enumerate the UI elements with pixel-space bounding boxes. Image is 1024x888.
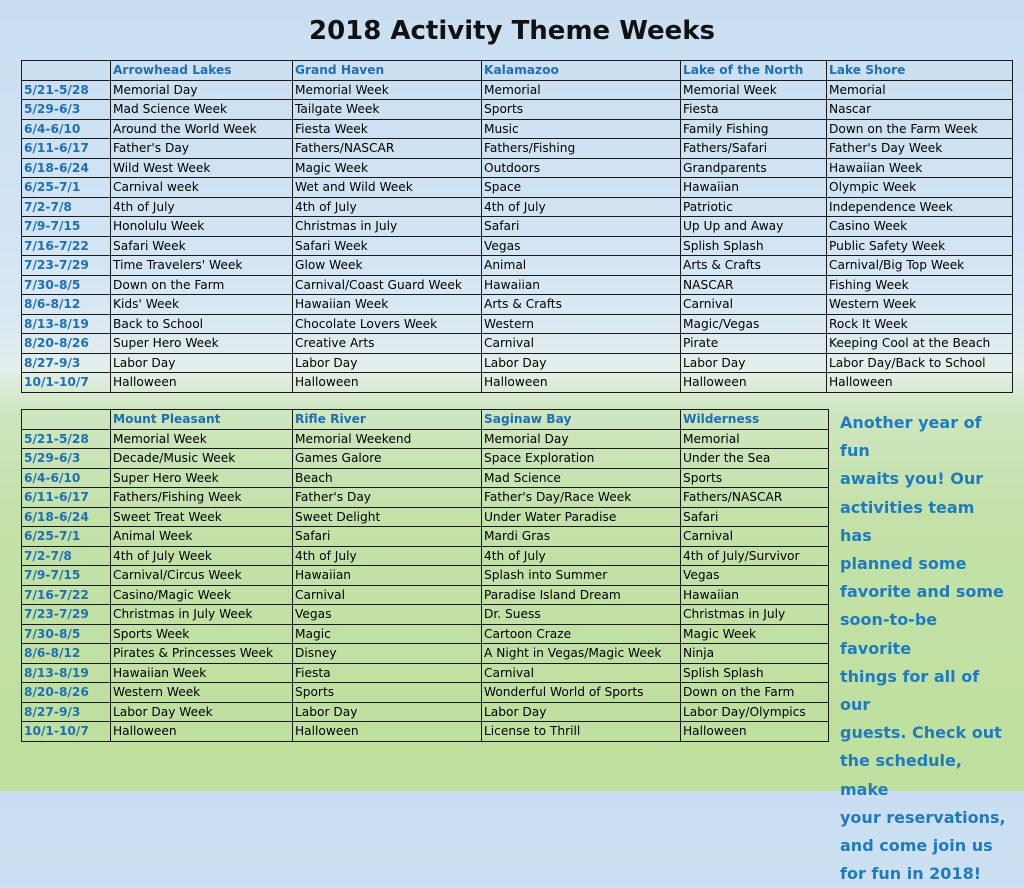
theme-cell: A Night in Vegas/Magic Week xyxy=(482,644,681,664)
theme-cell: Halloween xyxy=(293,373,482,393)
theme-cell: Labor Day xyxy=(293,702,482,722)
theme-cell: Disney xyxy=(293,644,482,664)
theme-cell: Down on the Farm xyxy=(111,275,293,295)
theme-cell: Halloween xyxy=(482,373,681,393)
theme-cell: Magic xyxy=(293,624,482,644)
table-row xyxy=(22,624,829,644)
theme-cell: Magic Week xyxy=(681,624,829,644)
theme-cell: Mad Science xyxy=(482,468,681,488)
promo-line: guests. Check out xyxy=(840,723,1002,743)
theme-cell: Fiesta xyxy=(293,663,482,683)
theme-cell: Hawaiian xyxy=(482,275,681,295)
week-date: 6/11-6/17 xyxy=(22,488,111,508)
week-date: 6/11-6/17 xyxy=(22,139,111,159)
theme-cell: Dr. Suess xyxy=(482,605,681,625)
theme-cell: 4th of July xyxy=(293,546,482,566)
week-date: 5/21-5/28 xyxy=(22,80,111,100)
week-date: 6/4-6/10 xyxy=(22,119,111,139)
theme-cell: Safari xyxy=(293,527,482,547)
theme-cell: Games Galore xyxy=(293,449,482,469)
theme-cell: Carnival xyxy=(681,527,829,547)
theme-cell: Carnival/Coast Guard Week xyxy=(293,275,482,295)
theme-cell: Carnival xyxy=(482,334,681,354)
theme-cell: Fiesta xyxy=(681,100,827,120)
promo-message xyxy=(840,409,1010,888)
theme-cell: Casino/Magic Week xyxy=(111,585,293,605)
table-row xyxy=(22,158,1013,178)
theme-cell: Carnival week xyxy=(111,178,293,198)
table-row xyxy=(22,80,1013,100)
theme-cell: Carnival/Big Top Week xyxy=(827,256,1013,276)
location-header: Rifle River xyxy=(293,410,482,430)
location-header: Arrowhead Lakes xyxy=(111,61,293,81)
theme-cell: Ninja xyxy=(681,644,829,664)
theme-cell: Rock It Week xyxy=(827,314,1013,334)
theme-cell: Super Hero Week xyxy=(111,468,293,488)
theme-cell: 4th of July xyxy=(111,197,293,217)
header-row xyxy=(22,410,829,430)
theme-cell: Fishing Week xyxy=(827,275,1013,295)
theme-cell: Sports xyxy=(681,468,829,488)
location-header: Mount Pleasant xyxy=(111,410,293,430)
theme-cell: Sweet Delight xyxy=(293,507,482,527)
table-row xyxy=(22,100,1013,120)
theme-cell: Carnival/Circus Week xyxy=(111,566,293,586)
theme-cell: Paradise Island Dream xyxy=(482,585,681,605)
theme-cell: Hawaiian Week xyxy=(293,295,482,315)
table-row xyxy=(22,178,1013,198)
theme-cell: NASCAR xyxy=(681,275,827,295)
table-row xyxy=(22,683,829,703)
theme-cell: Hawaiian Week xyxy=(827,158,1013,178)
theme-cell: Halloween xyxy=(111,722,293,742)
theme-cell: Memorial Week xyxy=(681,80,827,100)
week-date: 7/30-8/5 xyxy=(22,624,111,644)
theme-cell: Halloween xyxy=(827,373,1013,393)
page-title: 2018 Activity Theme Weeks xyxy=(308,16,716,46)
theme-cell: Nascar xyxy=(827,100,1013,120)
theme-cell: Labor Day Week xyxy=(111,702,293,722)
theme-cell: Animal xyxy=(482,256,681,276)
theme-cell: Magic Week xyxy=(293,158,482,178)
table-row xyxy=(22,275,1013,295)
theme-cell: Christmas in July xyxy=(293,217,482,237)
week-date: 8/6-8/12 xyxy=(22,295,111,315)
theme-cell: Carnival xyxy=(293,585,482,605)
theme-cell: Mardi Gras xyxy=(482,527,681,547)
week-date: 8/20-8/26 xyxy=(22,683,111,703)
location-header: Lake Shore xyxy=(827,61,1013,81)
promo-line: Another year of fun xyxy=(840,413,982,461)
week-date: 5/29-6/3 xyxy=(22,100,111,120)
theme-cell: Labor Day/Olympics xyxy=(681,702,829,722)
theme-cell: Fathers/NASCAR xyxy=(293,139,482,159)
theme-cell: Halloween xyxy=(681,373,827,393)
week-date: 8/27-9/3 xyxy=(22,353,111,373)
theme-cell: Safari Week xyxy=(293,236,482,256)
theme-cell: Arts & Crafts xyxy=(482,295,681,315)
theme-cell: Sports Week xyxy=(111,624,293,644)
week-date: 6/25-7/1 xyxy=(22,178,111,198)
theme-cell: 4th of July/Survivor xyxy=(681,546,829,566)
week-date: 6/4-6/10 xyxy=(22,468,111,488)
promo-line: the schedule, make xyxy=(840,751,962,799)
promo-line: awaits you! Our xyxy=(840,469,984,489)
theme-cell: Independence Week xyxy=(827,197,1013,217)
theme-cell: Wet and Wild Week xyxy=(293,178,482,198)
theme-cell: Under Water Paradise xyxy=(482,507,681,527)
theme-cell: Tailgate Week xyxy=(293,100,482,120)
table-row xyxy=(22,663,829,683)
theme-cell: Memorial xyxy=(827,80,1013,100)
theme-cell: License to Thrill xyxy=(482,722,681,742)
table-row xyxy=(22,546,829,566)
table-row xyxy=(22,429,829,449)
theme-cell: Under the Sea xyxy=(681,449,829,469)
location-header: Grand Haven xyxy=(293,61,482,81)
week-date: 8/27-9/3 xyxy=(22,702,111,722)
theme-cell: Vegas xyxy=(293,605,482,625)
table-row xyxy=(22,605,829,625)
theme-cell: Labor Day xyxy=(681,353,827,373)
theme-cell: Magic/Vegas xyxy=(681,314,827,334)
theme-cell: Labor Day xyxy=(111,353,293,373)
theme-cell: Down on the Farm Week xyxy=(827,119,1013,139)
week-date: 8/20-8/26 xyxy=(22,334,111,354)
theme-cell: Safari xyxy=(482,217,681,237)
promo-line: activities team has xyxy=(840,497,975,545)
theme-cell: Chocolate Lovers Week xyxy=(293,314,482,334)
location-header: Lake of the North xyxy=(681,61,827,81)
theme-cell: Olympic Week xyxy=(827,178,1013,198)
week-date: 7/23-7/29 xyxy=(22,256,111,276)
theme-cell: Father's Day xyxy=(293,488,482,508)
theme-cell: Vegas xyxy=(482,236,681,256)
theme-cell: Memorial Day xyxy=(111,80,293,100)
theme-cell: Splish Splash xyxy=(681,663,829,683)
table-row xyxy=(22,353,1013,373)
theme-cell: Kids' Week xyxy=(111,295,293,315)
theme-cell: Sweet Treat Week xyxy=(111,507,293,527)
theme-cell: Hawaiian xyxy=(681,585,829,605)
theme-cell: Labor Day/Back to School xyxy=(827,353,1013,373)
theme-cell: Carnival xyxy=(482,663,681,683)
theme-cell: Carnival xyxy=(681,295,827,315)
table-row xyxy=(22,334,1013,354)
theme-cell: Hawaiian xyxy=(293,566,482,586)
theme-cell: Grandparents xyxy=(681,158,827,178)
table-row xyxy=(22,295,1013,315)
theme-cell: 4th of July xyxy=(482,197,681,217)
promo-line: planned some xyxy=(840,554,967,574)
promo-line: things for all of our xyxy=(840,666,980,715)
week-date: 7/9-7/15 xyxy=(22,217,111,237)
theme-cell: Western Week xyxy=(111,683,293,703)
week-date: 8/6-8/12 xyxy=(22,644,111,664)
theme-cell: Labor Day xyxy=(293,353,482,373)
theme-cell: Halloween xyxy=(111,373,293,393)
theme-cell: Western Week xyxy=(827,295,1013,315)
theme-table-north xyxy=(21,60,1013,393)
theme-cell: Glow Week xyxy=(293,256,482,276)
week-date: 8/13-8/19 xyxy=(22,314,111,334)
theme-cell: Cartoon Craze xyxy=(482,624,681,644)
theme-cell: Down on the Farm xyxy=(681,683,829,703)
theme-cell: Wonderful World of Sports xyxy=(482,683,681,703)
theme-cell: Halloween xyxy=(681,722,829,742)
table-row xyxy=(22,256,1013,276)
theme-cell: Decade/Music Week xyxy=(111,449,293,469)
table-row xyxy=(22,507,829,527)
theme-cell: Time Travelers' Week xyxy=(111,256,293,276)
week-date: 7/2-7/8 xyxy=(22,197,111,217)
theme-cell: Sports xyxy=(482,100,681,120)
theme-cell: Memorial xyxy=(482,80,681,100)
theme-table-south xyxy=(21,409,829,742)
theme-cell: Space xyxy=(482,178,681,198)
theme-cell: Wild West Week xyxy=(111,158,293,178)
table-row xyxy=(22,373,1013,393)
theme-cell: Pirates & Princesses Week xyxy=(111,644,293,664)
theme-cell: Animal Week xyxy=(111,527,293,547)
theme-cell: 4th of July Week xyxy=(111,546,293,566)
theme-cell: Father's Day/Race Week xyxy=(482,488,681,508)
theme-cell: Memorial xyxy=(681,429,829,449)
table-row xyxy=(22,566,829,586)
theme-cell: Beach xyxy=(293,468,482,488)
promo-line: and come join us xyxy=(840,836,993,856)
theme-cell: Fathers/Fishing xyxy=(482,139,681,159)
theme-cell: Fiesta Week xyxy=(293,119,482,139)
theme-cell: Safari Week xyxy=(111,236,293,256)
theme-cell: Fathers/Safari xyxy=(681,139,827,159)
theme-cell: Fathers/NASCAR xyxy=(681,488,829,508)
theme-cell: Mad Science Week xyxy=(111,100,293,120)
theme-cell: Hawaiian Week xyxy=(111,663,293,683)
theme-cell: Patriotic xyxy=(681,197,827,217)
week-date: 10/1-10/7 xyxy=(22,373,111,393)
table-row xyxy=(22,119,1013,139)
header-corner xyxy=(22,61,111,81)
theme-cell: Christmas in July Week xyxy=(111,605,293,625)
table-row xyxy=(22,314,1013,334)
table-row xyxy=(22,488,829,508)
location-header: Kalamazoo xyxy=(482,61,681,81)
table-row xyxy=(22,449,829,469)
theme-cell: Around the World Week xyxy=(111,119,293,139)
table-row xyxy=(22,236,1013,256)
table-row xyxy=(22,527,829,547)
promo-line: for fun in 2018! xyxy=(840,864,981,884)
theme-cell: Creative Arts xyxy=(293,334,482,354)
table-row xyxy=(22,139,1013,159)
theme-cell: Super Hero Week xyxy=(111,334,293,354)
location-header: Wilderness xyxy=(681,410,829,430)
theme-cell: Memorial Week xyxy=(111,429,293,449)
week-date: 7/23-7/29 xyxy=(22,605,111,625)
week-date: 10/1-10/7 xyxy=(22,722,111,742)
theme-cell: Father's Day Week xyxy=(827,139,1013,159)
theme-cell: Space Exploration xyxy=(482,449,681,469)
theme-cell: Halloween xyxy=(293,722,482,742)
theme-cell: Sports xyxy=(293,683,482,703)
promo-line: your reservations, xyxy=(840,807,1006,827)
week-date: 5/29-6/3 xyxy=(22,449,111,469)
week-date: 8/13-8/19 xyxy=(22,663,111,683)
theme-cell: Father's Day xyxy=(111,139,293,159)
theme-cell: Up Up and Away xyxy=(681,217,827,237)
promo-line: soon-to-be favorite xyxy=(840,610,938,658)
header-corner xyxy=(22,410,111,430)
theme-cell: Western xyxy=(482,314,681,334)
week-date: 6/18-6/24 xyxy=(22,507,111,527)
theme-cell: Memorial Weekend xyxy=(293,429,482,449)
theme-cell: Splash into Summer xyxy=(482,566,681,586)
theme-cell: Labor Day xyxy=(482,353,681,373)
table-row xyxy=(22,217,1013,237)
table-row xyxy=(22,468,829,488)
week-date: 7/30-8/5 xyxy=(22,275,111,295)
theme-cell: Memorial Day xyxy=(482,429,681,449)
theme-cell: Memorial Week xyxy=(293,80,482,100)
table-row xyxy=(22,722,829,742)
theme-cell: Arts & Crafts xyxy=(681,256,827,276)
theme-cell: 4th of July xyxy=(293,197,482,217)
theme-cell: Labor Day xyxy=(482,702,681,722)
theme-cell: Hawaiian xyxy=(681,178,827,198)
theme-cell: Music xyxy=(482,119,681,139)
theme-cell: Back to School xyxy=(111,314,293,334)
theme-cell: Christmas in July xyxy=(681,605,829,625)
theme-cell: Outdoors xyxy=(482,158,681,178)
table-row xyxy=(22,644,829,664)
theme-cell: Pirate xyxy=(681,334,827,354)
week-date: 7/16-7/22 xyxy=(22,585,111,605)
header-row xyxy=(22,61,1013,81)
theme-cell: Safari xyxy=(681,507,829,527)
location-header: Saginaw Bay xyxy=(482,410,681,430)
theme-cell: Fathers/Fishing Week xyxy=(111,488,293,508)
theme-cell: Casino Week xyxy=(827,217,1013,237)
theme-cell: Vegas xyxy=(681,566,829,586)
week-date: 6/18-6/24 xyxy=(22,158,111,178)
table-row xyxy=(22,702,829,722)
table-row xyxy=(22,585,829,605)
theme-cell: Splish Splash xyxy=(681,236,827,256)
week-date: 7/16-7/22 xyxy=(22,236,111,256)
theme-cell: Public Safety Week xyxy=(827,236,1013,256)
table-row xyxy=(22,197,1013,217)
theme-cell: 4th of July xyxy=(482,546,681,566)
theme-cell: Family Fishing xyxy=(681,119,827,139)
promo-line: favorite and some xyxy=(840,582,1004,602)
theme-cell: Keeping Cool at the Beach xyxy=(827,334,1013,354)
week-date: 7/9-7/15 xyxy=(22,566,111,586)
theme-cell: Honolulu Week xyxy=(111,217,293,237)
week-date: 6/25-7/1 xyxy=(22,527,111,547)
week-date: 5/21-5/28 xyxy=(22,429,111,449)
week-date: 7/2-7/8 xyxy=(22,546,111,566)
